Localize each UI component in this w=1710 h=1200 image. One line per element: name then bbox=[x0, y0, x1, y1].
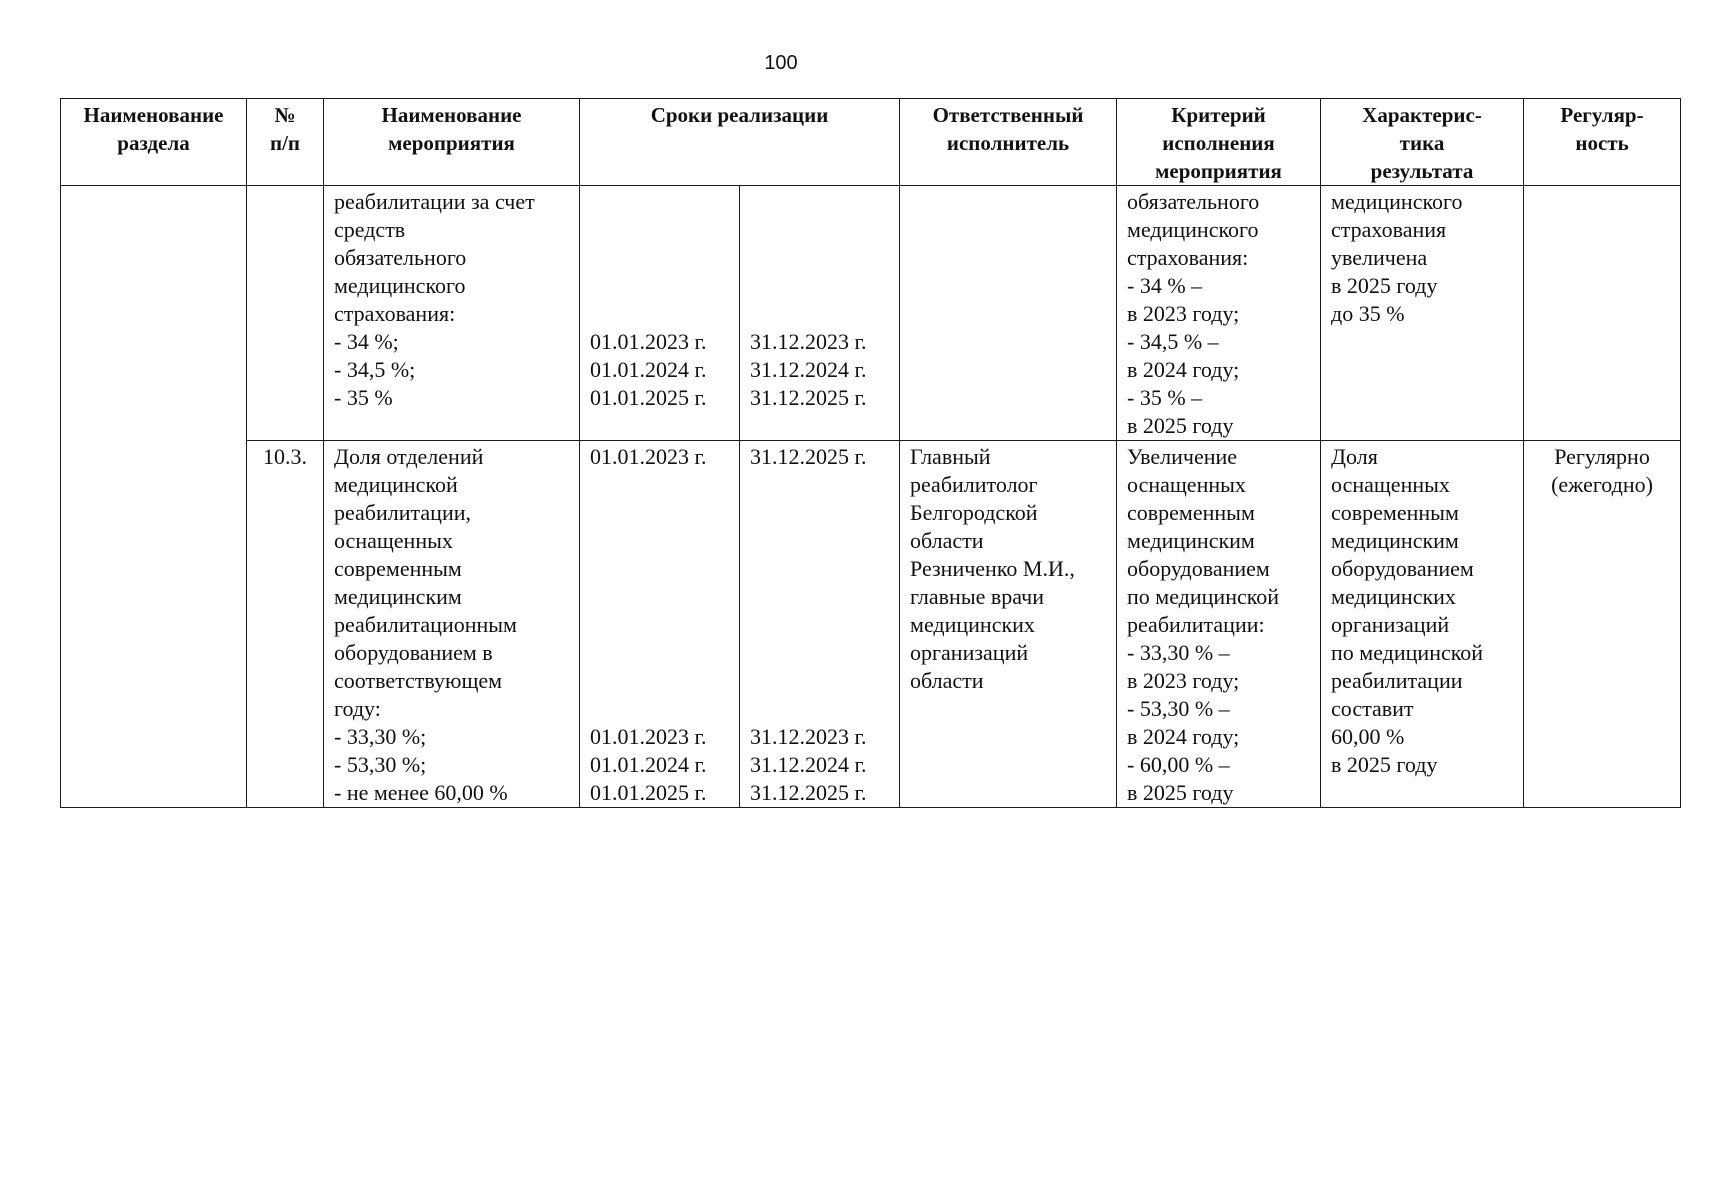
header-section-name: Наименование раздела bbox=[61, 99, 247, 186]
header-event-name: Наименование мероприятия bbox=[324, 99, 580, 186]
regularity-cell bbox=[1524, 186, 1681, 441]
responsible-cell bbox=[900, 186, 1117, 441]
characteristic-cell: Доля оснащенных современным медицинским оборудованием медицинских организаций по медицинской реабилитации составит 60,00 % в 2025 году bbox=[1321, 441, 1524, 808]
table-header-row bbox=[61, 99, 1681, 186]
header-implementation-terms: Сроки реализации bbox=[580, 99, 900, 186]
header-responsible: Ответственный исполнитель bbox=[900, 99, 1117, 186]
event-cell: Доля отделений медицинской реабилитации, оснащенных современным медицинским реабилитационным оборудованием в соответствующем году: - 33,30 %; - 53,30 %; - не менее 60,00 % bbox=[324, 441, 580, 808]
start-date-cell: 01.01.2023 г. 01.01.2023 г. 01.01.2024 г. 01.01.2025 г. bbox=[580, 441, 740, 808]
responsible-cell: Главный реабилитолог Белгородской области Резниченко М.И., главные врачи медицинских организаций области bbox=[900, 441, 1117, 808]
end-date-cell: 31.12.2023 г. 31.12.2024 г. 31.12.2025 г. bbox=[740, 186, 900, 441]
section-name-cell bbox=[61, 186, 247, 808]
criterion-cell: обязательного медицинского страхования: - 34 % – в 2023 году; - 34,5 % – в 2024 году; - 35 % – в 2025 году bbox=[1117, 186, 1321, 441]
header-characteristic: Характерис- тика результата bbox=[1321, 99, 1524, 186]
start-date-cell: 01.01.2023 г. 01.01.2024 г. 01.01.2025 г. bbox=[580, 186, 740, 441]
number-cell bbox=[247, 186, 324, 441]
header-criterion: Критерий исполнения мероприятия bbox=[1117, 99, 1321, 186]
table-row bbox=[61, 186, 1681, 441]
action-plan-table bbox=[60, 98, 1681, 808]
page-number bbox=[0, 52, 1710, 75]
event-cell: реабилитации за счет средств обязательного медицинского страхования: - 34 %; - 34,5 %; - 35 % bbox=[324, 186, 580, 441]
header-regularity: Регуляр- ность bbox=[1524, 99, 1681, 186]
table-row bbox=[61, 441, 1681, 808]
criterion-cell: Увеличение оснащенных современным медицинским оборудованием по медицинской реабилитации: - 33,30 % – в 2023 году; - 53,30 % – в 2024 году; - 60,00 % – в 2025 году bbox=[1117, 441, 1321, 808]
regularity-cell: Регулярно (ежегодно) bbox=[1524, 441, 1681, 808]
header-number: № п/п bbox=[247, 99, 324, 186]
number-cell: 10.3. bbox=[247, 441, 324, 808]
end-date-cell: 31.12.2025 г. 31.12.2023 г. 31.12.2024 г. 31.12.2025 г. bbox=[740, 441, 900, 808]
characteristic-cell: медицинского страхования увеличена в 2025 году до 35 % bbox=[1321, 186, 1524, 441]
page-number-text: 100 bbox=[764, 52, 798, 74]
